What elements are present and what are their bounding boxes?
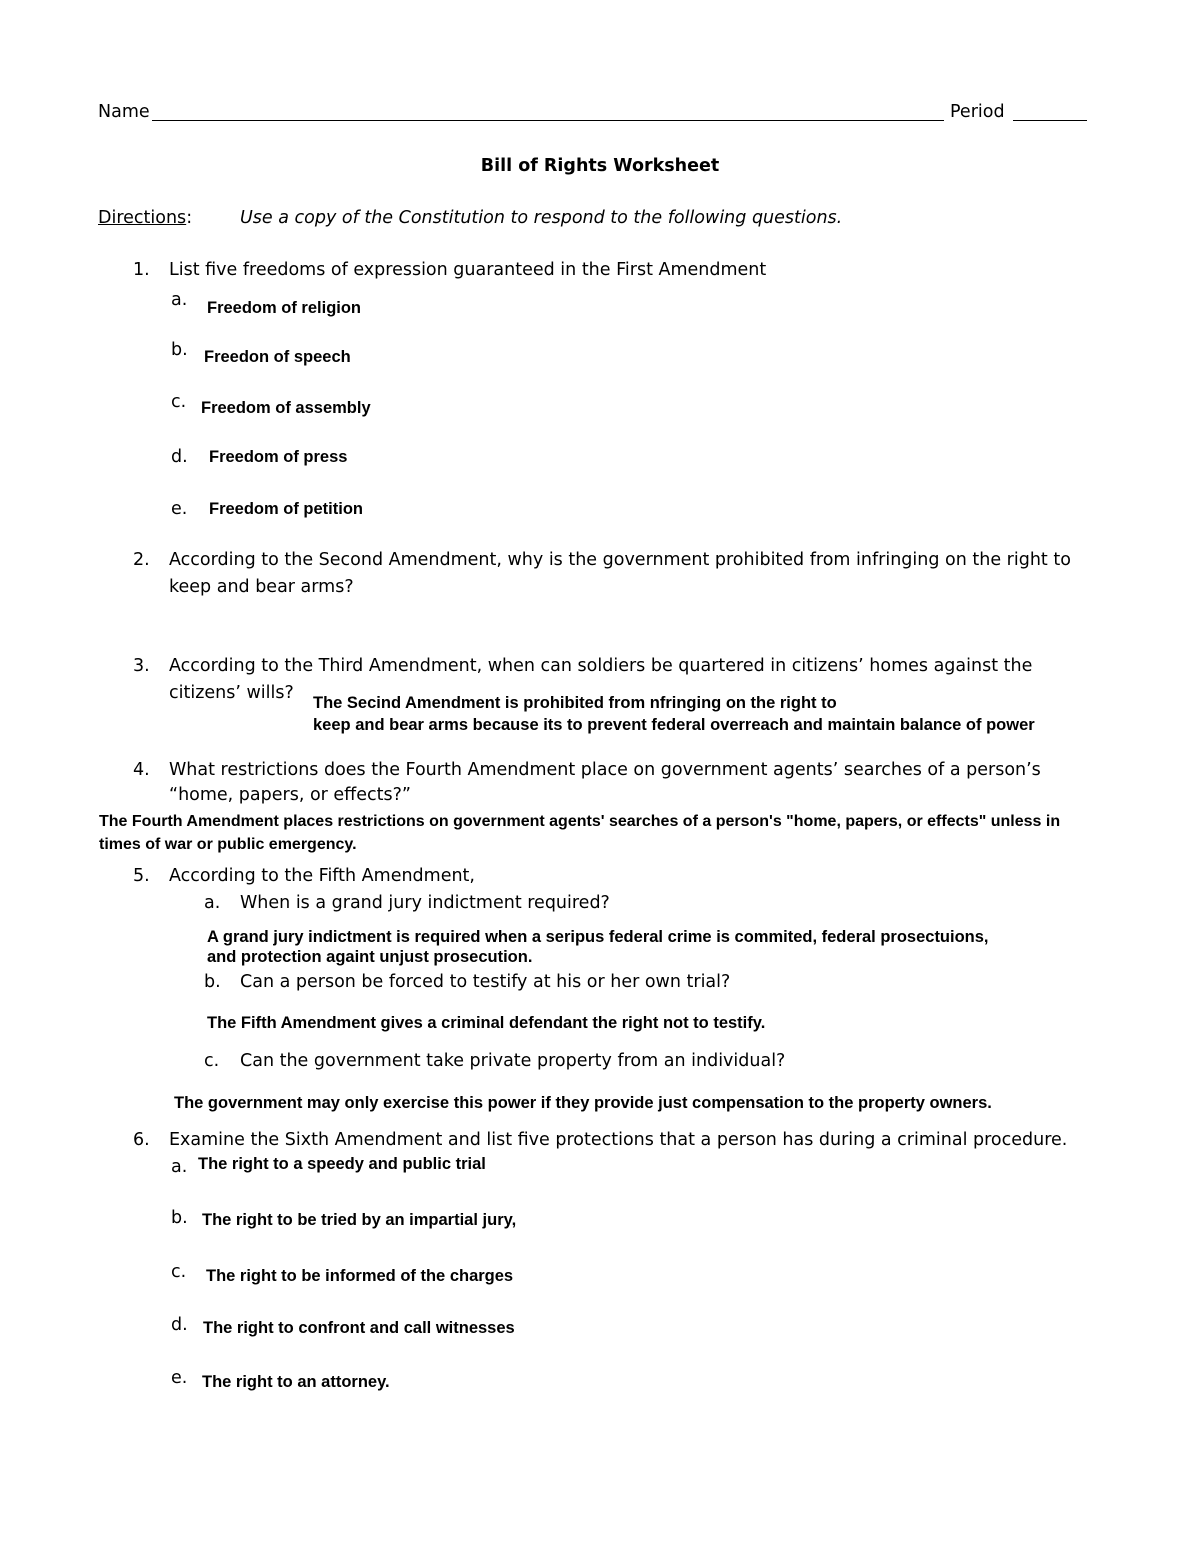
q4-number: 4. [133,760,150,780]
name-field[interactable] [152,120,944,121]
q2-text-line1: According to the Second Amendment, why is the government prohibited from infringing on the right to [169,550,1071,570]
directions-colon: : [186,208,193,228]
q1-c-answer: Freedom of assembly [201,399,371,417]
period-label: Period [950,102,1005,122]
q4-text-line2: “home, papers, or effects?” [169,785,411,805]
q1-c-label: c. [171,392,187,412]
q1-a-answer: Freedom of religion [207,299,362,317]
q1-number: 1. [133,260,150,280]
q1-e-label: e. [171,499,188,519]
q5-a-question: When is a grand jury indictment required? [240,893,610,913]
q4-text-line1: What restrictions does the Fourth Amendment place on government agents’ searches of a person’s [169,760,1041,780]
q4-answer-line1: The Fourth Amendment places restrictions on government agents' searches of a person's "home, papers, or effects" unless in [99,813,1061,830]
q6-text: Examine the Sixth Amendment and list five protections that a person has during a criminal procedure. [169,1130,1068,1150]
q1-text: List five freedoms of expression guaranteed in the First Amendment [169,260,767,280]
q6-e-answer: The right to an attorney. [202,1373,390,1391]
q1-d-answer: Freedom of press [209,448,348,466]
q3-answer-line2: keep and bear arms because its to prevent federal overreach and maintain balance of power [313,716,1035,734]
q3-text-line2: citizens’ wills? [169,683,294,703]
q2-text-line2: keep and bear arms? [169,577,354,597]
name-label: Name [98,102,150,122]
directions-label: Directions [98,208,187,228]
q5-b-label: b. [204,972,221,992]
q5-c-label: c. [204,1051,220,1071]
q6-a-label: a. [171,1157,188,1177]
q1-b-answer: Freedon of speech [204,348,351,366]
q6-d-label: d. [171,1315,188,1335]
q1-d-label: d. [171,447,188,467]
page-title: Bill of Rights Worksheet [480,156,720,176]
q6-b-label: b. [171,1208,188,1228]
directions-heading [98,207,192,229]
q1-e-answer: Freedom of petition [209,500,363,518]
q1-a-label: a. [171,290,188,310]
q5-a-label: a. [204,893,221,913]
q3-answer-line1: The Secind Amendment is prohibited from nfringing on the right to [313,694,837,712]
period-field[interactable] [1013,120,1087,121]
q5-c-answer: The government may only exercise this power if they provide just compensation to the property owners. [174,1094,992,1112]
q5-number: 5. [133,866,150,886]
q5-a-answer-line1: A grand jury indictment is required when a seripus federal crime is commited, federal prosectuions, [207,928,989,946]
q6-c-label: c. [171,1262,187,1282]
q1-b-label: b. [171,340,188,360]
q6-e-label: e. [171,1368,188,1388]
q5-text: According to the Fifth Amendment, [169,866,475,886]
q6-d-answer: The right to confront and call witnesses [203,1319,515,1337]
q5-a-answer-line2: and protection againt unjust prosecution. [207,948,533,966]
q6-c-answer: The right to be informed of the charges [206,1267,514,1285]
q5-b-question: Can a person be forced to testify at his or her own trial? [240,972,731,992]
q4-answer-line2: times of war or public emergency. [99,836,357,853]
q6-b-answer: The right to be tried by an impartial jury, [202,1211,517,1229]
q2-number: 2. [133,550,150,570]
q5-b-answer: The Fifth Amendment gives a criminal defendant the right not to testify. [207,1014,766,1032]
q6-a-answer: The right to a speedy and public trial [198,1155,486,1173]
q3-text-line1: According to the Third Amendment, when can soldiers be quartered in citizens’ homes against the [169,656,1033,676]
q3-number: 3. [133,656,150,676]
q6-number: 6. [133,1130,150,1150]
q5-c-question: Can the government take private property from an individual? [240,1051,786,1071]
directions-text: Use a copy of the Constitution to respond to the following questions. [240,208,843,228]
